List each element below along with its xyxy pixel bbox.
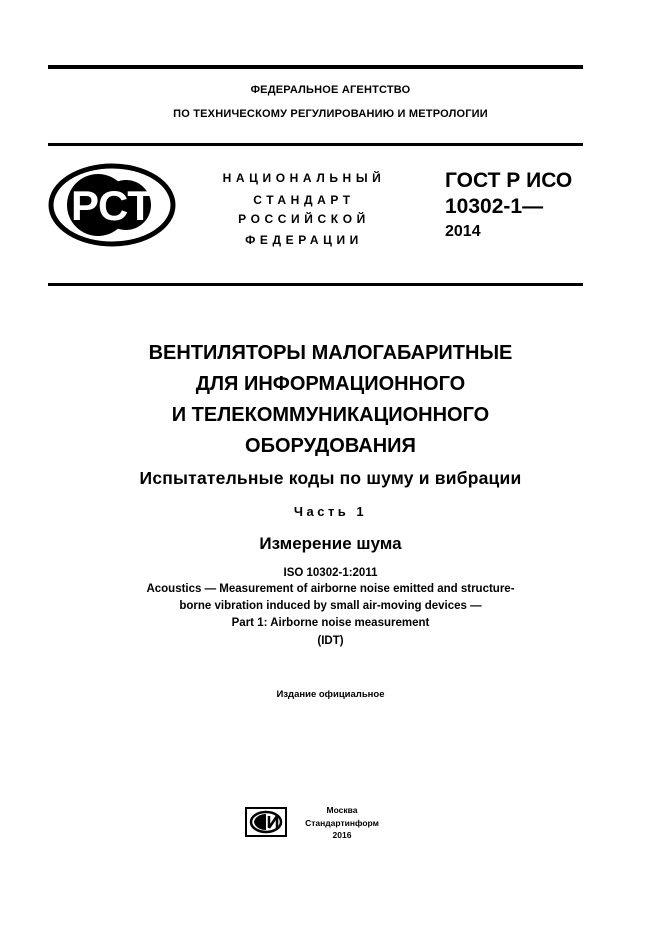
national-standard-line-3: РОССИЙСКОЙ <box>238 212 370 226</box>
gost-code-year: 2014 <box>445 223 481 240</box>
publisher-city: Москва <box>326 805 358 815</box>
title-line-3: И ТЕЛЕКОММУНИКАЦИОННОГО <box>171 404 490 426</box>
gost-code-line-1: ГОСТ Р ИСО <box>445 169 573 192</box>
edition-label: Издание официальное <box>276 689 385 700</box>
header-rule <box>48 143 583 146</box>
national-standard-line-1: НАЦИОНАЛЬНЫЙ <box>222 171 386 185</box>
part-label: Часть 1 <box>293 504 368 519</box>
publisher-year: 2016 <box>332 830 352 840</box>
national-standard-line-2: СТАНДАРТ <box>253 193 355 207</box>
national-standard-line-4: ФЕДЕРАЦИИ <box>245 233 363 247</box>
agency-line-1: ФЕДЕРАЛЬНОЕ АГЕНТСТВО <box>250 84 411 96</box>
publisher-name: Стандартинформ <box>305 818 379 828</box>
gost-r-logo-icon <box>48 163 176 247</box>
iso-title-line-1: Acoustics — Measurement of airborne noise emitted and structure- <box>146 583 515 595</box>
subtitle: Испытательные коды по шуму и вибрации <box>139 468 522 488</box>
title-line-2: ДЛЯ ИНФОРМАЦИОННОГО <box>195 373 466 395</box>
agency-line-2: ПО ТЕХНИЧЕСКОМУ РЕГУЛИРОВАНИЮ И МЕТРОЛОГИИ <box>173 108 488 120</box>
logo-letters: РСТ <box>71 182 153 229</box>
section-rule <box>48 283 583 286</box>
gost-code-line-2: 10302-1— <box>445 195 544 218</box>
standartinform-logo-icon <box>245 807 287 837</box>
iso-idt: (IDT) <box>317 635 344 647</box>
iso-title-line-3: Part 1: Airborne noise measurement <box>231 617 430 629</box>
iso-code: ISO 10302-1:2011 <box>283 567 378 579</box>
part-title: Измерение шума <box>259 534 402 553</box>
title-line-4: ОБОРУДОВАНИЯ <box>245 435 416 457</box>
top-rule <box>48 65 583 69</box>
iso-title-line-2: borne vibration induced by small air-moving devices — <box>179 600 482 612</box>
title-line-1: ВЕНТИЛЯТОРЫ МАЛОГАБАРИТНЫЕ <box>148 342 513 364</box>
